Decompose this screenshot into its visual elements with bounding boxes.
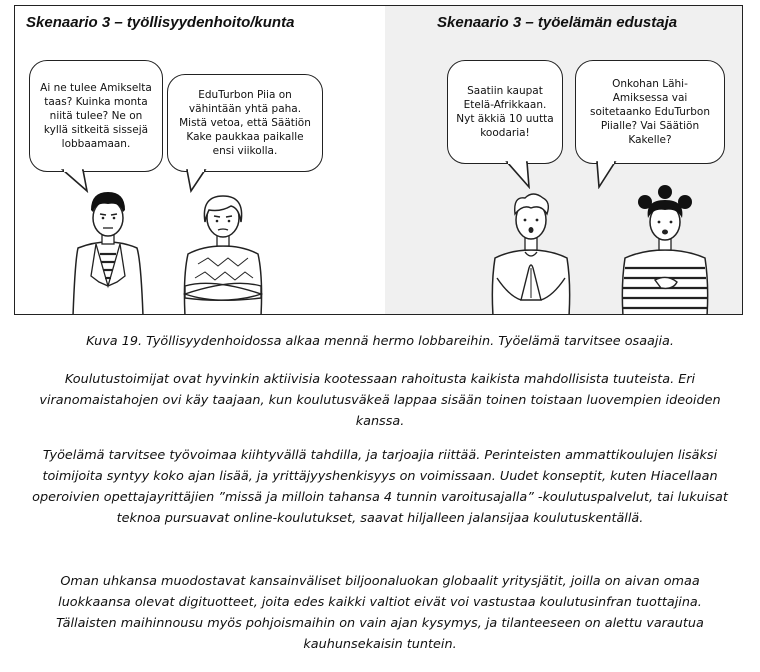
- speech-bubble-4: Onkohan Lähi- Amiksessa vai soitetaanko EduTurbon Piialle? Vai Säätiön Kakelle?: [575, 60, 725, 164]
- man-in-blazer-figure: [63, 186, 153, 315]
- illustration-figure: [14, 5, 743, 315]
- woman-with-hair-buns-figure: [615, 184, 715, 315]
- paragraph-1: Koulutustoimijat ovat hyvinkin aktiivisia kootessaan rahoitusta kaikista mahdollisista tuuteista. Eri viranomaistahojen ovi käy taajaan, kun koulutusväkeä lappaa sisään toinen toistaan luovempien ideoiden kanssa.: [39, 372, 721, 429]
- panel-working-life: [385, 6, 742, 314]
- panel-title-left: Skenaario 3 – työllisyydenhoito/kunta: [26, 14, 295, 31]
- man-praying-hands-figure: [483, 188, 579, 315]
- speech-bubble-2: EduTurbon Piia on vähintään yhtä paha. Mistä vetoa, että Säätiön Kake paukkaa paikalle ensi viikolla.: [167, 74, 323, 172]
- panel-title-right: Skenaario 3 – työelämän edustaja: [437, 14, 678, 31]
- paragraph-2: Työelämä tarvitsee työvoimaa kiihtyvällä tahdilla, ja tarjoajia riittää. Perinteisten ammattikoulujen lisäksi toimijoita syntyy koko ajan lisää, ja yrittäjyyshenkisyys on voimissaan. Uudet konseptit, kuten Hiacellaan operoivien opettajayrittäjien ”missä ja milloin tahansa 4 tunnin varoitusajalla” -koulutuspalvelut, tai lukuisat teknoa pursuavat online-koulutukset, saavat hiljalleen jalansijaa koulutuskentällä.: [32, 448, 728, 526]
- woman-crossed-arms-figure: [173, 186, 273, 315]
- panel-employment-services: [15, 6, 386, 314]
- figure-caption: Kuva 19. Työllisyydenhoidossa alkaa mennä hermo lobbareihin. Työelämä tarvitsee osaajia.: [86, 334, 674, 349]
- speech-bubble-3: Saatiin kaupat Etelä-Afrikkaan. Nyt äkkiä 10 uutta koodaria!: [447, 60, 563, 164]
- speech-bubble-1: Ai ne tulee Amikselta taas? Kuinka monta niitä tulee? Ne on kyllä sitkeitä sissejä lobbaamaan.: [29, 60, 163, 172]
- paragraph-3: Oman uhkansa muodostavat kansainväliset biljoonaluokan globaalit yritysjätit, joilla on aivan omaa luokkaansa olevat digituotteet, joita edes kaikki valtiot eivät voi vastustaa koulutusinfran tuottajina. Tällaisten maihinnousu myös pohjoismaihin on vain ajan kysymys, ja tilanteeseen on alettu varautua kauhunsekaisin tuntein.: [56, 574, 704, 652]
- speech-bubble-3-tail: [505, 161, 533, 189]
